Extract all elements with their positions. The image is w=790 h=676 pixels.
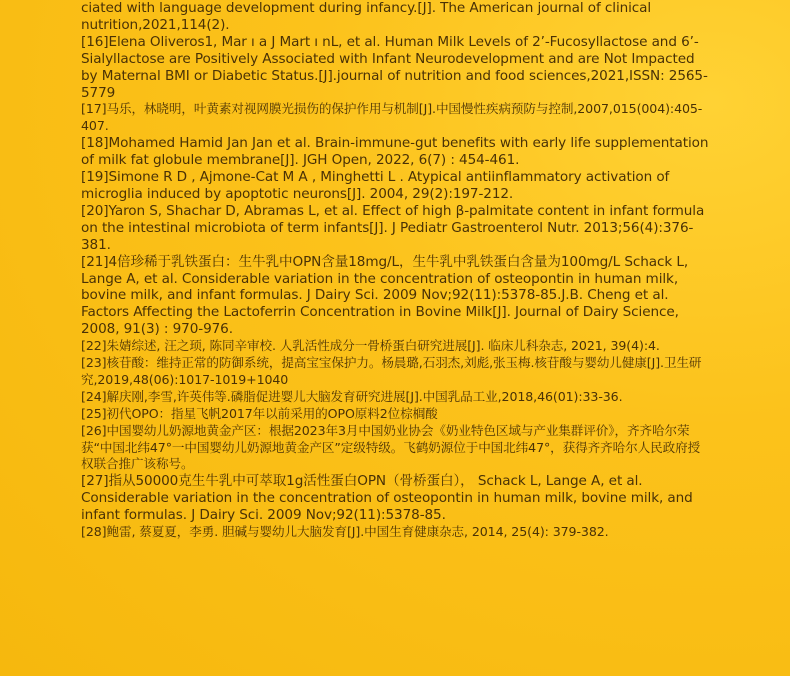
reference-17: [17]马乐，林晓明，叶黄素对视网膜光损伤的保护作用与机制[J].中国慢性疾病预防与控制,2007,015(004):405-407. xyxy=(81,101,703,134)
reference-20: [20]Yaron S, Shachar D, Abramas L, et al. Effect of high β-palmitate content in infant formula on the intestinal microbiota of term infants[J]. J Pediatr Gastroenterol Nutr. 2013;56(4):376-381. xyxy=(81,202,705,253)
reference-25: [25]初代OPO：指星飞帆2017年以前采用的OPO原料2位棕榈酸 xyxy=(81,405,438,421)
reference-26: [26]中国婴幼儿奶源地黄金产区：根据2023年3月中国奶业协会《奶业特色区域与产业集群评价》，齐齐哈尔荣获“中国北纬47°一中国婴幼儿奶源地黄金产区”定级特级。飞鹤奶源位于中国北纬47°，获得齐齐哈尔人民政府授权联合推广该称号。 xyxy=(81,422,701,472)
reference-21: [21]4倍珍稀于乳铁蛋白：生牛乳中OPN含量18mg/L，生牛乳中乳铁蛋白含量为100mg/L Schack L, Lange A, et al. Considerable variation in the concentration of osteopontin in human milk, bovine milk, and infant formulas. J Dairy Sci. 2009 Nov;92(11):5378-85.J.B. Cheng et al. Factors Affecting the Lactoferrin Concentration in Bovine Milk[J]. Journal of Dairy Science, 2008, 91(3) : 970-976. xyxy=(81,253,689,338)
reference-27: [27]指从50000克生牛乳中可萃取1g活性蛋白OPN（骨桥蛋白）， Schack L, Lange A, et al. Considerable variation in the concentration of osteopontin in human milk, bovine milk, and infant formulas. J Dairy Sci. 2009 Nov;92(11):5378-85. xyxy=(81,473,693,524)
reference-22: [22]朱婧综述, 汪之顼, 陈同辛审校. 人乳活性成分一骨桥蛋白研究进展[J]. 临床儿科杂志, 2021, 39(4):4. xyxy=(81,338,660,354)
reference-15-continued: ciated with language development during infancy.[J]. The American journal of clinical nutrition,2021,114(2). xyxy=(81,0,652,33)
reference-18: [18]Mohamed Hamid Jan Jan et al. Brain-immune-gut benefits with early life supplementation of milk fat globule membrane[J]. JGH Open, 2022, 6(7) : 454-461. xyxy=(81,135,709,169)
reference-19: [19]Simone R D , Ajmone-Cat M A , Minghetti L . Atypical antiinflammatory activation of microglia induced by apoptotic neurons[J]. 2004, 29(2):197-212. xyxy=(81,169,670,202)
reference-16: [16]Elena Oliveros1, Mar ı a J Mart ı nL, et al. Human Milk Levels of 2’-Fucosyllactose and 6’-Sialyllactose are Positively Associated with Infant Neurodevelopment and are Not Impacted by Maternal BMI or Diabetic Status.[J].journal of nutrition and food sciences,2021,ISSN: 2565-5779 xyxy=(81,33,708,101)
reference-list xyxy=(81,0,709,541)
reference-28: [28]鲍雷, 蔡夏夏，李勇. 胆碱与婴幼儿大脑发育[J].中国生育健康杂志, 2014, 25(4): 379-382. xyxy=(81,524,609,540)
reference-24: [24]解庆刚,李雪,许英伟等.磷脂促进婴儿大脑发育研究进展[J].中国乳品工业,2018,46(01):33-36. xyxy=(81,388,623,404)
reference-23: [23]核苷酸：维持正常的防御系统，提高宝宝保护力。杨晨璐,石羽杰,刘彪,张玉梅.核苷酸与婴幼儿健康[J].卫生研究,2019,48(06):1017-1019+1040 xyxy=(81,355,702,387)
